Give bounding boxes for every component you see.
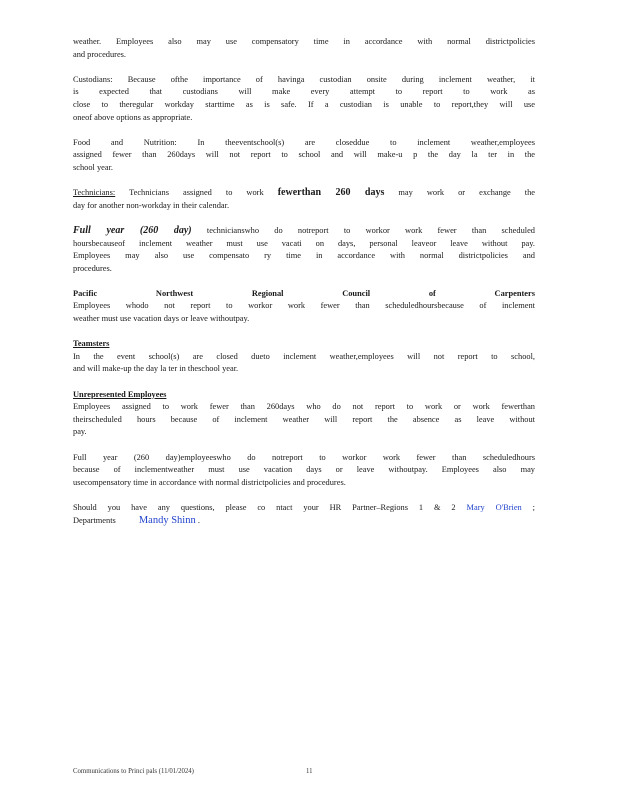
text-line: because of inclementweather must use vacation days or leave withoutpay. Employees also may: [73, 465, 535, 475]
paragraph-teamsters: [73, 338, 535, 376]
text-line: Employees whodo not report to workor work fewer than scheduledhoursbecause of inclement: [73, 301, 535, 311]
text-line: Should you have any questions, please co ntact your HR Partner–Regions 1 & 2 Mary O'Brien ;: [73, 502, 535, 512]
text-line: procedures.: [73, 263, 112, 273]
text-line: close to theregular workday starttime as is safe. If a custodian is unable to report,they will use: [73, 99, 535, 109]
document-body: [73, 36, 535, 540]
paragraph-carpenters: [73, 288, 535, 326]
text-line: Employees may also use compensato ry time in accordance with normal districtpolicies and: [73, 251, 535, 261]
footer-document-title: Communications to Princi pals (11/01/2024): [73, 768, 194, 775]
page-number: 11: [306, 768, 313, 775]
text-line: theirscheduled hours because of inclement weather will report the absence as leave without: [73, 414, 535, 424]
text-line: Employees assigned to work fewer than 260days who do not report to work or work fewerthan: [73, 402, 535, 412]
text-line: Full year (260 day) technicianswho do notreport to workor work fewer than scheduled: [73, 224, 535, 236]
text-line: and will make-up the day la ter in theschool year.: [73, 364, 239, 374]
text-line: pay.: [73, 427, 87, 437]
text-line: Full year (260 day)employeeswho do notreport to workor work fewer than scheduledhours: [73, 452, 535, 462]
text-line: is expected that custodians will make every attempt to report to work as: [73, 87, 535, 97]
text-line: In the event school(s) are closed dueto inclement weather,employees will not report to school,: [73, 351, 535, 361]
text-line: weather must use vacation days or leave withoutpay.: [73, 314, 250, 324]
paragraph-custodians: [73, 74, 535, 124]
paragraph-full-year-employees: [73, 452, 535, 490]
text-line: and procedures.: [73, 49, 127, 59]
contact-link-mandy-shinn[interactable]: Mandy Shinn: [138, 514, 196, 526]
text-line: oneof above options as appropriate.: [73, 112, 193, 122]
paragraph-unrepresented: [73, 389, 535, 439]
food-nutrition-label: Food and Nutrition:: [73, 137, 177, 147]
paragraph-contact: [73, 502, 535, 527]
text-line: weather. Employees also may use compensatory time in accordance with normal districtpolicies: [73, 37, 535, 46]
paragraph-food-nutrition: [73, 137, 535, 175]
text-line: hoursbecauseof inclement weather must use vacati on days, personal leaveor leave without pay.: [73, 238, 535, 248]
custodians-label: Custodians:: [73, 74, 113, 84]
paragraph-compensatory-time: [73, 36, 535, 61]
contact-link-mary-obrien[interactable]: Mary O'Brien: [466, 502, 522, 512]
full-year-label: Full year (260 day): [73, 224, 192, 236]
text-line: Departments Mandy Shinn .: [73, 514, 200, 526]
emphasis-fewer-than-260: fewerthan 260 days: [277, 187, 385, 199]
paragraph-full-year-technicians: [73, 225, 535, 275]
text-line: day for another non-workday in their calendar.: [73, 200, 230, 210]
section-heading-carpenters: Pacific Northwest Regional Council of Carpenters: [73, 288, 535, 298]
section-heading-unrepresented: Unrepresented Employees: [73, 389, 167, 399]
text-line: Food and Nutrition: In theeventschool(s) are closeddue to inclement weather,employees: [73, 137, 535, 147]
text-line: assigned fewer than 260days will not report to school and will make-u p the day la ter in the: [73, 150, 535, 160]
technicians-label: Technicians:: [73, 188, 116, 198]
text-line: Custodians: Because ofthe importance of havinga custodian onsite during inclement weather, it: [73, 74, 535, 84]
text-line: Technicians: Technicians assigned to work fewerthan 260 days may work or exchange the: [73, 187, 536, 199]
section-heading-teamsters: Teamsters: [73, 339, 110, 349]
paragraph-technicians: [73, 187, 535, 212]
text-line: school year.: [73, 162, 114, 172]
text-line: usecompensatory time in accordance with normal districtpolicies and procedures.: [73, 477, 346, 487]
page-footer: [73, 768, 313, 775]
